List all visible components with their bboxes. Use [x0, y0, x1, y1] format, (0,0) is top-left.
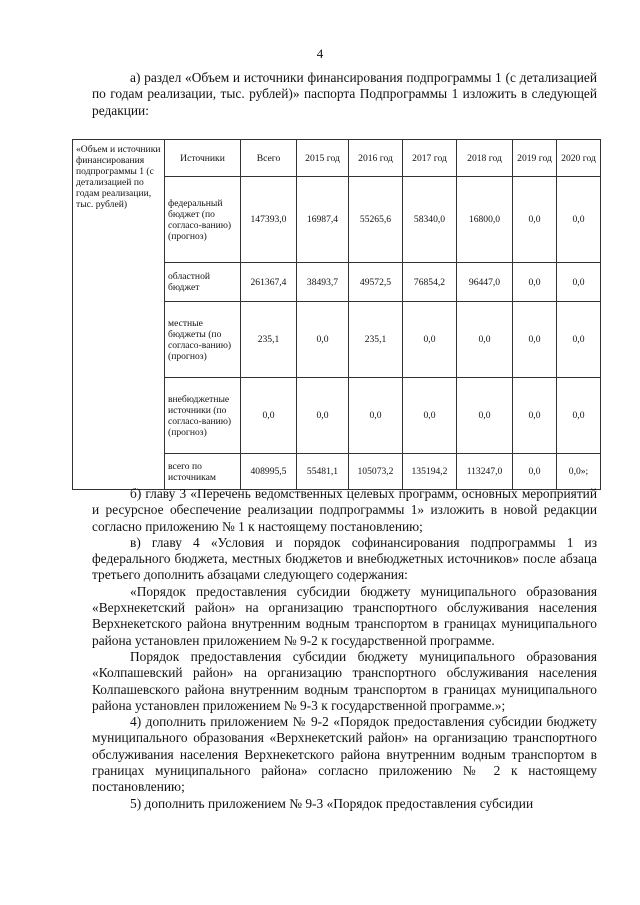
value-cell: 0,0	[457, 378, 513, 454]
value-cell: 105073,2	[349, 454, 403, 490]
value-cell: 0,0	[557, 302, 601, 378]
value-cell: 135194,2	[403, 454, 457, 490]
value-cell: 16800,0	[457, 177, 513, 263]
value-cell: 0,0	[513, 263, 557, 302]
value-cell: 235,1	[241, 302, 297, 378]
header-cell: 2019 год	[513, 140, 557, 177]
value-cell: 16987,4	[297, 177, 349, 263]
value-cell: 0,0	[513, 302, 557, 378]
value-cell: 0,0	[241, 378, 297, 454]
source-cell: внебюджетные источники (по согласо-ванию) (прогноз)	[165, 378, 241, 454]
paragraph: 5) дополнить приложением № 9-3 «Порядок предоставления субсидии	[130, 795, 534, 811]
header-cell: 2016 год	[349, 140, 403, 177]
value-cell: 0,0	[557, 177, 601, 263]
source-cell: всего по источникам	[165, 454, 241, 490]
source-cell: федеральный бюджет (по согласо-ванию) (прогноз)	[165, 177, 241, 263]
paragraph: в) главу 4 «Условия и порядок софинансирования подпрограммы 1 из федерального бюджета, местных бюджетов и внебюджетных источников» после абзаца третьего дополнить абзацами следующего содержания:	[92, 534, 597, 583]
value-cell: 235,1	[349, 302, 403, 378]
paragraph: б) главу 3 «Перечень ведомственных целевых программ, основных мероприятий и ресурсное обеспечение реализации подпрограммы 1» изложить в новой редакции согласно приложению № 1 к настоящему постановлению;	[92, 486, 597, 534]
table-header-row	[73, 140, 601, 177]
header-cell: Всего	[241, 140, 297, 177]
header-cell: 2015 год	[297, 140, 349, 177]
body-text	[92, 486, 597, 812]
page-number: 4	[316, 46, 324, 61]
value-cell: 0,0	[403, 302, 457, 378]
row-label-cell: «Объем и источники финансирования подпрограммы 1 (с детализацией по годам реализации, тыс. рублей)	[73, 140, 165, 490]
source-cell: местные бюджеты (по согласо-ванию) (прогноз)	[165, 302, 241, 378]
value-cell: 0,0»;	[557, 454, 601, 490]
value-cell: 0,0	[403, 378, 457, 454]
paragraph: «Порядок предоставления субсидии бюджету муниципального образования «Верхнекетский район» на организацию транспортного обслуживания населения Верхнекетского района внутренним водным транспортом в границах муниципального района установлен приложением № 9-2 к государственной программе.	[92, 583, 597, 648]
value-cell: 408995,5	[241, 454, 297, 490]
intro-paragraph: а) раздел «Объем и источники финансирования подпрограммы 1 (с детализацией по годам реализации, тыс. рублей)» паспорта Подпрограммы 1 изложить в следующей редакции:	[92, 70, 597, 118]
value-cell: 261367,4	[241, 263, 297, 302]
value-cell: 147393,0	[241, 177, 297, 263]
financing-table	[72, 139, 601, 490]
value-cell: 49572,5	[349, 263, 403, 302]
source-cell: областной бюджет	[165, 263, 241, 302]
value-cell: 113247,0	[457, 454, 513, 490]
value-cell: 0,0	[513, 378, 557, 454]
paragraph: Порядок предоставления субсидии бюджету муниципального образования «Колпашевский район» на организацию транспортного обслуживания населения Колпашевского района внутренним водным транспортом в границах муниципального района установлен приложением № 9-3 к государственной программе.»;	[92, 648, 597, 713]
value-cell: 55265,6	[349, 177, 403, 263]
value-cell: 55481,1	[297, 454, 349, 490]
value-cell: 0,0	[513, 454, 557, 490]
value-cell: 0,0	[557, 263, 601, 302]
value-cell: 38493,7	[297, 263, 349, 302]
header-cell: Источники	[165, 140, 241, 177]
value-cell: 0,0	[557, 378, 601, 454]
value-cell: 0,0	[513, 177, 557, 263]
value-cell: 58340,0	[403, 177, 457, 263]
value-cell: 0,0	[297, 302, 349, 378]
value-cell: 0,0	[349, 378, 403, 454]
value-cell: 0,0	[457, 302, 513, 378]
paragraph: 4) дополнить приложением № 9-2 «Порядок предоставления субсидии бюджету муниципального образования «Верхнекетский район» на организацию транспортного обслуживания населения Верхнекетского района внутренним водным транспортом в границах муниципального района» согласно приложению № 2 к настоящему постановлению;	[92, 714, 597, 795]
value-cell: 76854,2	[403, 263, 457, 302]
header-cell: 2020 год	[557, 140, 601, 177]
header-cell: 2017 год	[403, 140, 457, 177]
value-cell: 96447,0	[457, 263, 513, 302]
header-cell: 2018 год	[457, 140, 513, 177]
value-cell: 0,0	[297, 378, 349, 454]
